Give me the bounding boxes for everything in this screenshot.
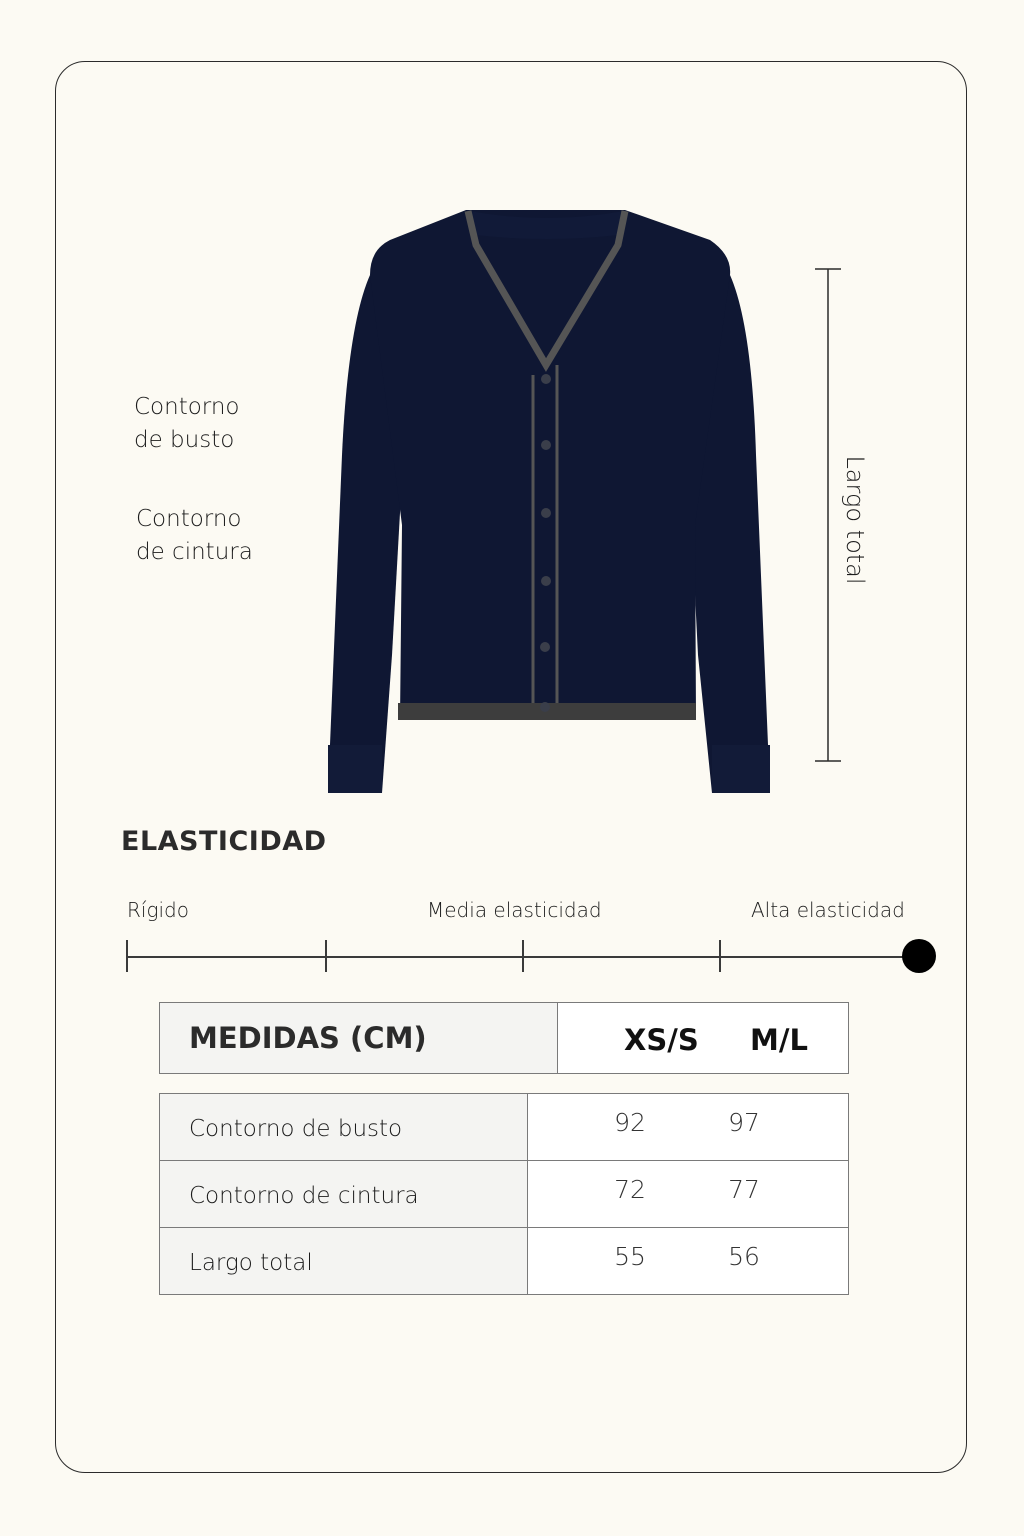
elasticity-high-label: Alta elasticidad (751, 898, 905, 922)
scale-tick (325, 940, 327, 972)
scale-tick (126, 940, 128, 972)
cell-value: 77 (728, 1175, 760, 1204)
bust-label: Contorno de busto (134, 394, 240, 453)
cell-value: 92 (614, 1108, 646, 1137)
waist-label: Contorno de cintura (136, 506, 253, 565)
scale-tick (522, 940, 524, 972)
length-label: Largo total (841, 455, 869, 585)
cell-value: 55 (614, 1242, 646, 1271)
measurements-title: MEDIDAS (CM) (160, 1003, 558, 1074)
elasticity-heading: ELASTICIDAD (121, 826, 327, 857)
elasticity-low-label: Rígido (127, 898, 189, 922)
table-row (160, 1228, 849, 1295)
table-row (160, 1161, 849, 1228)
elasticity-indicator (902, 939, 936, 973)
row-label: Largo total (160, 1228, 528, 1295)
cell-value: 97 (728, 1108, 760, 1137)
row-label: Contorno de cintura (160, 1161, 528, 1228)
measurements-table (159, 1093, 849, 1295)
cardigan-illustration (300, 195, 780, 805)
measurements-header (159, 1002, 849, 1074)
size-header-xs-s: XS/S (624, 1023, 699, 1057)
cell-value: 72 (614, 1175, 646, 1204)
table-row (160, 1094, 849, 1161)
cell-value: 56 (728, 1242, 760, 1271)
size-header-m-l: M/L (750, 1023, 808, 1057)
scale-tick (719, 940, 721, 972)
cardigan-body (370, 210, 730, 720)
row-label: Contorno de busto (160, 1094, 528, 1161)
elasticity-mid-label: Media elasticidad (427, 898, 602, 922)
